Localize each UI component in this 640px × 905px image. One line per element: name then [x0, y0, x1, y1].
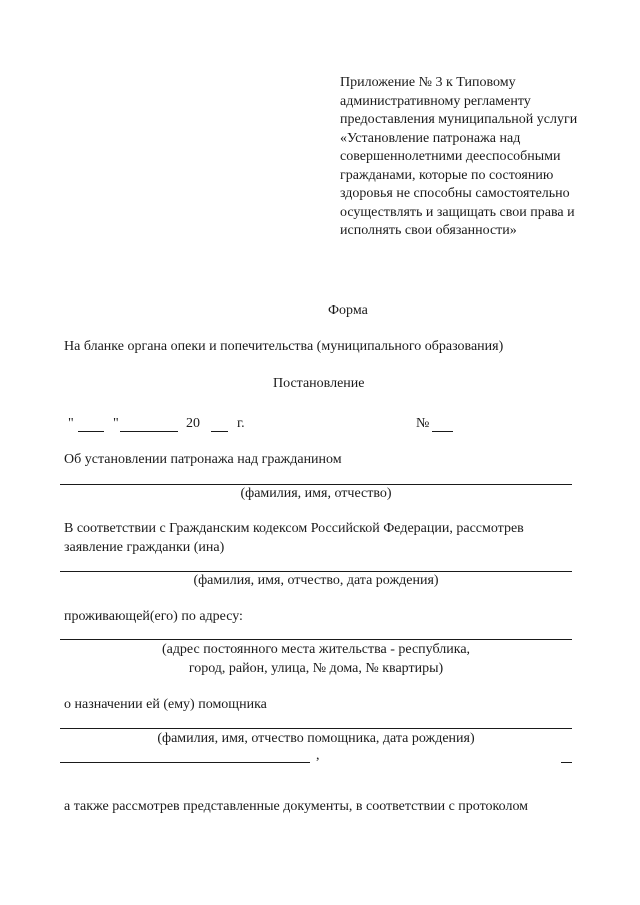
letterhead-note: На бланке органа опеки и попечительства (муниципального образования) [64, 339, 504, 354]
year-prefix: 20 [186, 416, 200, 431]
appendix-line: совершеннолетними дееспособными [340, 149, 561, 164]
assign-helper-label: о назначении ей (ему) помощника [64, 697, 267, 712]
appendix-line: гражданами, которые по состоянию [340, 167, 554, 183]
applicant-name-blank[interactable] [60, 571, 572, 572]
extra-blank-short[interactable] [561, 762, 572, 763]
caption-helper: (фамилия, имя, отчество помощника, дата рождения) [157, 731, 475, 746]
extra-blank[interactable] [60, 762, 310, 763]
appendix-line: осуществлять и защищать свои права и [340, 204, 575, 220]
subject-line: Об установлении патронажа над гражданином [64, 452, 342, 467]
number-blank[interactable] [432, 431, 453, 432]
day-blank[interactable] [78, 431, 104, 432]
year-suffix: г. [237, 416, 245, 431]
caption-address-line2: город, район, улица, № дома, № квартиры) [188, 661, 444, 676]
date-quote-open: " [68, 416, 74, 431]
appendix-line: исполнять свои обязанности» [340, 223, 517, 238]
residing-label: проживающей(его) по адресу: [64, 609, 243, 624]
form-label: Форма [328, 303, 368, 318]
appendix-header [340, 74, 610, 241]
paragraph-line: а также рассмотрев представленные документы, в соответствии с протоколом [64, 799, 529, 814]
year-blank[interactable] [211, 431, 228, 432]
paragraph-line: В соответствии с Гражданским кодексом Российской Федерации, рассмотрев [64, 521, 524, 536]
month-blank[interactable] [120, 431, 178, 432]
paragraph-line: заявление гражданки (ина) [64, 540, 225, 555]
caption-fio-dob: (фамилия, имя, отчество, дата рождения) [193, 573, 439, 588]
date-quote-close: " [113, 416, 119, 431]
appendix-line: предоставления муниципальной услуги [340, 112, 578, 127]
appendix-line: «Установление патронажа над [340, 130, 521, 146]
caption-fio: (фамилия, имя, отчество) [240, 486, 392, 501]
document-title: Постановление [273, 376, 365, 391]
appendix-line: Приложение № 3 к Типовому [340, 75, 516, 90]
address-blank[interactable] [60, 639, 572, 640]
helper-name-blank[interactable] [60, 728, 572, 729]
appendix-line: административному регламенту [340, 93, 531, 109]
caption-address-line1: (адрес постоянного места жительства - республика, [161, 642, 471, 657]
appendix-line: здоровья не способны самостоятельно [340, 186, 570, 201]
number-sign: № [416, 416, 430, 431]
comma-mark: , [316, 748, 320, 763]
citizen-name-blank[interactable] [60, 484, 572, 485]
